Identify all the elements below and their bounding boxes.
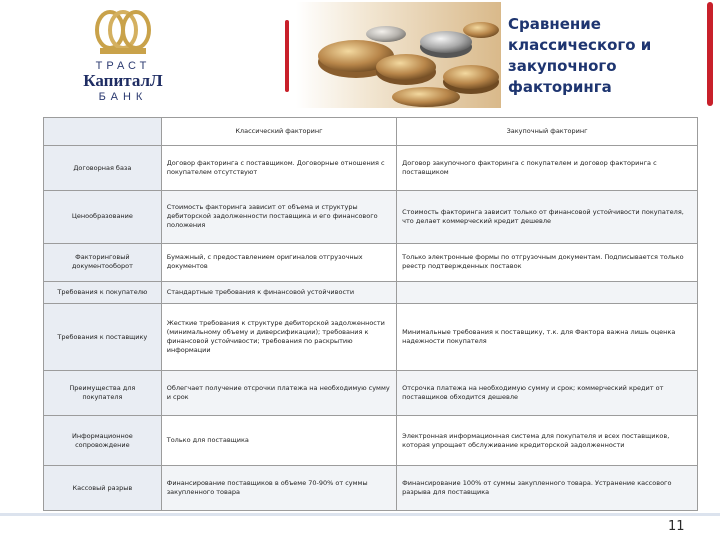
table-row [44,190,698,243]
row-label: Преимущества для покупателя [44,371,162,416]
cell-classic: Бумажный, с предоставлением оригиналов отгрузочных документов [161,243,396,281]
rings-emblem-icon [86,8,160,60]
cell-purchase [397,282,698,304]
table-row [44,466,698,511]
footer-divider [0,513,720,516]
table-row [44,415,698,466]
cell-purchase: Только электронные формы по отгрузочным документам. Подписывается только реестр подтвержденных поставок [397,243,698,281]
table-row [44,371,698,416]
table-header-purchase: Закупочный факторинг [397,118,698,146]
cell-purchase: Минимальные требования к поставщику, т.к. для Фактора важна лишь оценка надежности покупателя [397,304,698,371]
logo-text-bank: БАНК [98,91,148,103]
row-label: Договорная база [44,146,162,191]
cell-classic: Жесткие требования к структуре дебиторской задолженности (минимальному объему и диверсификации); требования к финансовой устойчивости; требования по раскрытию информации [161,304,396,371]
cell-classic: Финансирование поставщиков в объеме 70-90% от суммы закупленного товара [161,466,396,511]
row-label: Информационное сопровождение [44,415,162,466]
cell-purchase: Стоимость факторинга зависит только от финансовой устойчивости покупателя, что делает коммерческий кредит дешевле [397,190,698,243]
slide-title: Сравнение классического и закупочного факторинга [508,15,652,96]
cell-purchase: Договор закупочного факторинга с покупателем и договор факторинга с поставщиком [397,146,698,191]
cell-purchase: Отсрочка платежа на необходимую сумму и срок; коммерческий кредит от поставщиков обходится дешевле [397,371,698,416]
row-label: Факторинговый документооборот [44,243,162,281]
coins-photo [296,2,501,108]
cell-classic: Только для поставщика [161,415,396,466]
table-header-row [44,118,698,146]
logo-text-trust: ТРАСТ [95,60,151,72]
cell-purchase: Электронная информационная система для покупателя и всех поставщиков, которая упрощает обслуживание кредиторской задолженности [397,415,698,466]
bank-logo [78,8,168,108]
cell-classic: Облегчает получение отсрочки платежа на необходимую сумму и срок [161,371,396,416]
row-label: Ценообразование [44,190,162,243]
table-row [44,304,698,371]
comparison-table [43,117,698,511]
row-label: Требования к поставщику [44,304,162,371]
cell-classic: Стандартные требования к финансовой устойчивости [161,282,396,304]
cell-classic: Стоимость факторинга зависит от объема и структуры дебиторской задолженности поставщика и его финансового положения [161,190,396,243]
cell-purchase: Финансирование 100% от суммы закупленного товара. Устранение кассового разрыва для поставщика [397,466,698,511]
table-row [44,243,698,281]
accent-bar-right [707,2,713,106]
table-header-corner [44,118,162,146]
page-number: 11 [668,519,685,534]
logo-text-capital: КапиталЛ [83,71,163,90]
accent-bar-left [285,20,289,92]
table-row [44,282,698,304]
table-header-classic: Классический факторинг [161,118,396,146]
row-label: Кассовый разрыв [44,466,162,511]
row-label: Требования к покупателю [44,282,162,304]
table-row [44,146,698,191]
cell-classic: Договор факторинга с поставщиком. Договорные отношения с покупателем отсутствуют [161,146,396,191]
